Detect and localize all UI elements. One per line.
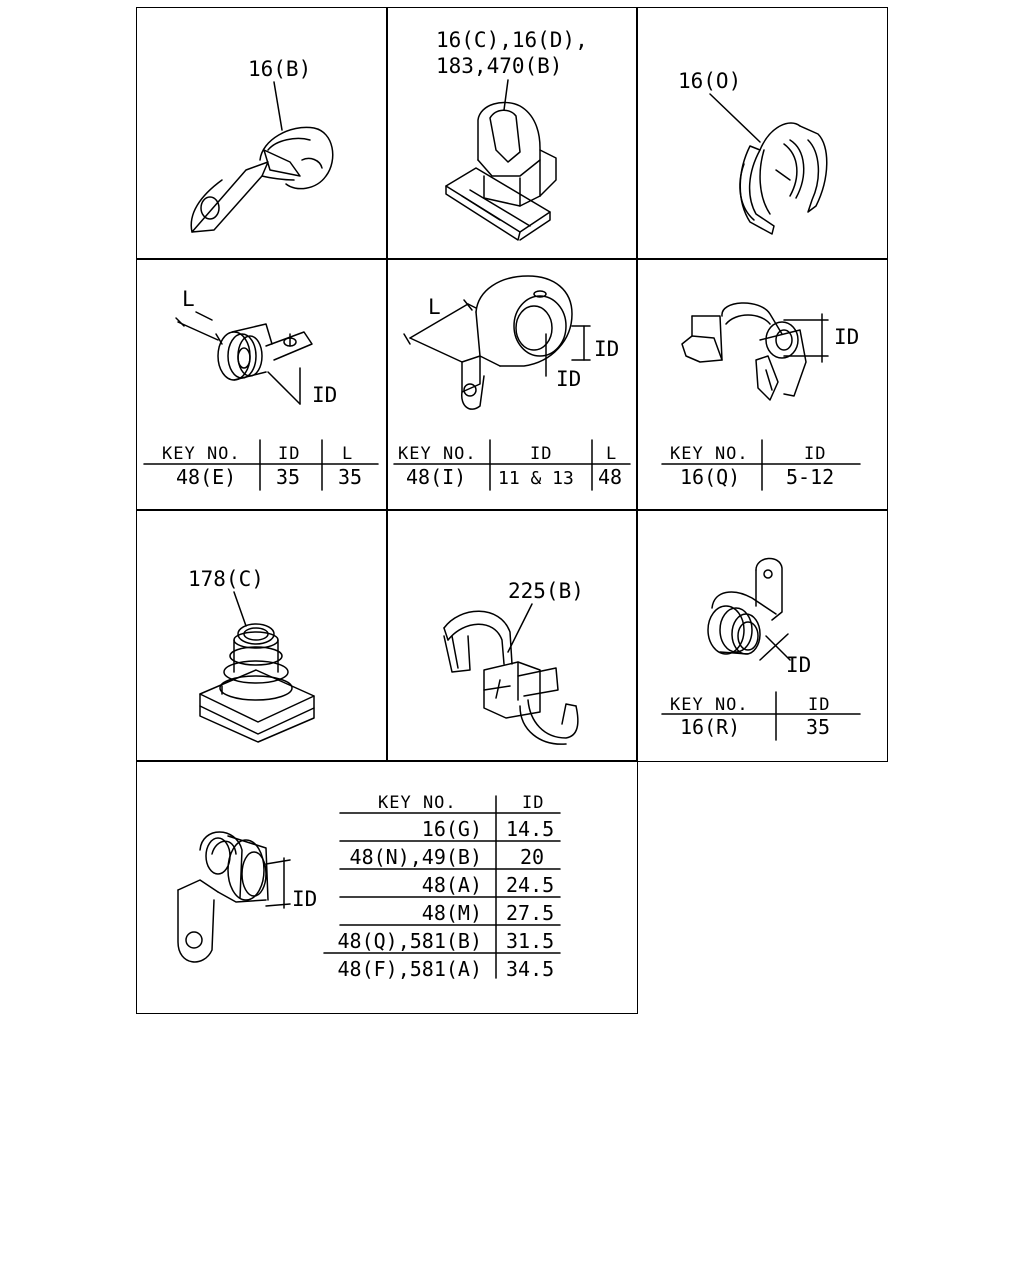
callout-16o: 16(O) — [678, 69, 742, 93]
td-key-row3: 48(A) — [421, 873, 482, 897]
table-48i — [394, 440, 630, 490]
td-l: 48 — [598, 465, 623, 489]
td-key: 48(E) — [176, 465, 237, 489]
td-id-row6: 34.5 — [506, 957, 555, 981]
th-key-no: KEY NO. — [378, 793, 457, 813]
clamp-48e-drawing — [176, 287, 337, 407]
dim-l-48e: L — [182, 287, 195, 311]
td-id: 11 & 13 — [498, 468, 574, 489]
th-id: ID — [522, 793, 545, 813]
dim-id-clamp: ID — [292, 887, 318, 911]
td-key: 16(R) — [680, 715, 741, 739]
clip-16c-drawing — [436, 28, 588, 240]
td-id: 35 — [806, 715, 831, 739]
table-16q — [662, 440, 860, 490]
td-key-row5: 48(Q),581(B) — [337, 929, 482, 953]
td-id-row1: 14.5 — [506, 817, 555, 841]
td-key: 48(I) — [406, 465, 467, 489]
th-key-no: KEY NO. — [670, 444, 749, 464]
th-l: L — [342, 444, 354, 464]
td-id: 5-12 — [786, 465, 835, 489]
th-id: ID — [808, 695, 831, 715]
callout-16c-line1: 16(C),16(D), — [436, 28, 588, 52]
clamp-series-drawing — [178, 832, 317, 962]
grommet-178c-drawing — [188, 567, 314, 742]
td-key-row1: 16(G) — [421, 817, 482, 841]
dim-id-16r: ID — [786, 653, 812, 677]
td-key-row2: 48(N),49(B) — [349, 845, 482, 869]
td-key-row6: 48(F),581(A) — [337, 957, 482, 981]
th-key-no: KEY NO. — [162, 444, 241, 464]
table-16r — [662, 692, 860, 740]
td-l: 35 — [338, 465, 363, 489]
th-key-no: KEY NO. — [670, 695, 749, 715]
td-id: 35 — [276, 465, 301, 489]
td-key-row4: 48(M) — [421, 901, 482, 925]
dim-id-48e: ID — [312, 383, 338, 407]
clamp-16r-drawing — [708, 558, 811, 677]
dim-id-48i-outer: ID — [594, 337, 620, 361]
dim-id-16q: ID — [834, 325, 860, 349]
th-key-no: KEY NO. — [398, 444, 477, 464]
table-clamp-series — [324, 793, 560, 981]
td-id-row2: 20 — [520, 845, 545, 869]
clip-225b-drawing — [444, 579, 584, 744]
dim-l-48i: L — [428, 295, 441, 319]
th-id: ID — [530, 444, 553, 464]
clip-16q-drawing — [682, 303, 859, 400]
callout-178c: 178(C) — [188, 567, 264, 591]
dim-id-48i-inner: ID — [556, 367, 582, 391]
th-id: ID — [804, 444, 827, 464]
td-key: 16(Q) — [680, 465, 741, 489]
td-id-row3: 24.5 — [506, 873, 555, 897]
clamp-16b-drawing — [191, 57, 333, 232]
th-id: ID — [278, 444, 301, 464]
td-id-row4: 27.5 — [506, 901, 555, 925]
th-l: L — [606, 444, 618, 464]
callout-16c-line2: 183,470(B) — [436, 54, 563, 78]
clamp-48i-drawing — [404, 276, 619, 409]
callout-225b: 225(B) — [508, 579, 584, 603]
table-48e — [144, 440, 378, 490]
callout-16b: 16(B) — [248, 57, 312, 81]
clip-16o-drawing — [678, 69, 827, 234]
td-id-row5: 31.5 — [506, 929, 555, 953]
